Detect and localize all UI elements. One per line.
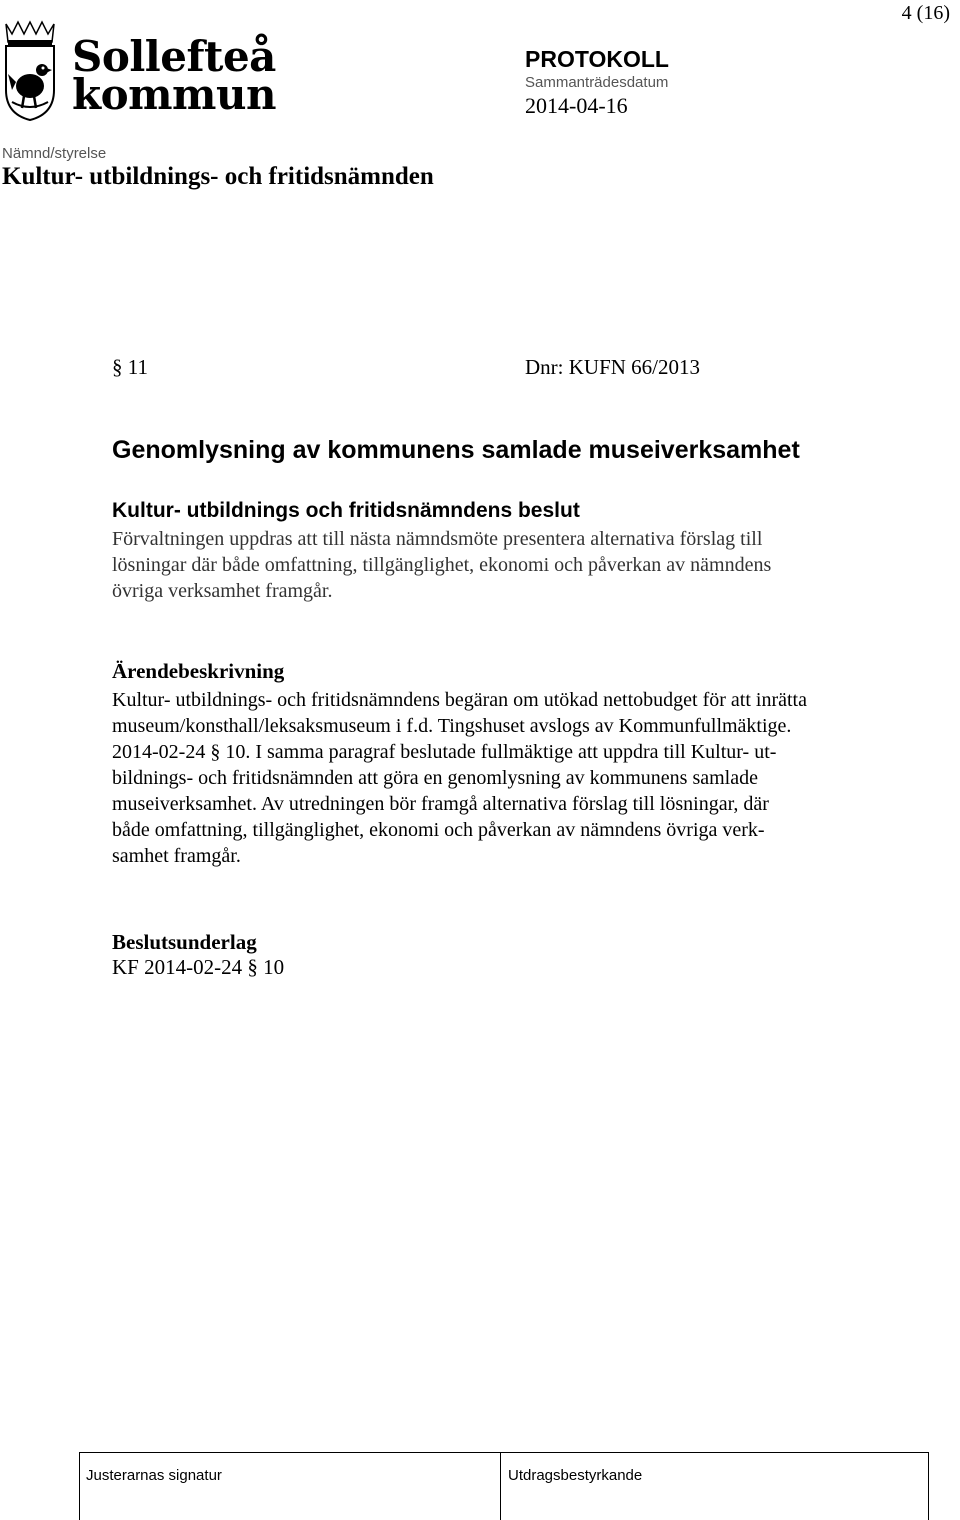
basis-text: KF 2014-02-24 § 10 [112,955,285,979]
case-number: Dnr: KUFN 66/2013 [525,355,701,379]
description-line: Kultur- utbildnings- och fritidsnämndens begäran om utökad nettobudget för att inrätta [112,689,807,711]
description-line: museum/konsthall/leksaksmuseum i f.d. Tingshuset avslogs av Kommunfullmäktige. [112,715,792,737]
signature-label: Justerarnas signatur [86,1467,222,1484]
description-text [112,687,932,869]
description-line: museiverksamhet. Av utredningen bör framgå alternativa förslag till lösningar, där [112,793,769,815]
section-number: § 11 [112,355,148,379]
footer-signature-table [79,1452,929,1520]
case-title: Genomlysning av kommunens samlade museiverksamhet [112,436,800,464]
description-heading: Ärendebeskrivning [112,659,285,683]
decision-line: lösningar där både omfattning, tillgänglighet, ekonomi och påverkan av nämndens [112,554,772,576]
description-line: både omfattning, tillgänglighet, ekonomi och påverkan av nämndens övriga verk- [112,819,765,841]
logo-line-1: Sollefteå [72,32,276,81]
logo-wordmark [72,32,277,119]
description-line: bildnings- och fritidsnämnden att göra en genomlysning av kommunens samlade [112,767,758,789]
meeting-date-label: Sammanträdesdatum [525,74,669,91]
description-line: 2014-02-24 § 10. I samma paragraf beslutade fullmäktige att uppdra till Kultur- ut- [112,741,777,763]
description-line: samhet framgår. [112,845,241,867]
extract-label: Utdragsbestyrkande [508,1467,643,1484]
decision-heading: Kultur- utbildnings och fritidsnämndens beslut [112,499,580,522]
basis-heading: Beslutsunderlag [112,930,257,954]
meeting-date: 2014-04-16 [525,93,628,118]
page-number: 4 (16) [901,2,950,24]
logo-line-2: kommun [72,70,277,119]
footer-divider [500,1452,501,1520]
protocol-title: PROTOKOLL [525,46,669,72]
shield-icon [6,46,54,120]
decision-line: övriga verksamhet framgår. [112,580,333,602]
decision-line: Förvaltningen uppdras att till nästa nämndsmöte presentera alternativa förslag till [112,528,763,550]
board-name: Kultur- utbildnings- och fritidsnämnden [2,163,434,190]
decision-text [112,526,932,604]
board-label: Nämnd/styrelse [2,145,107,162]
crown-icon [6,22,54,45]
